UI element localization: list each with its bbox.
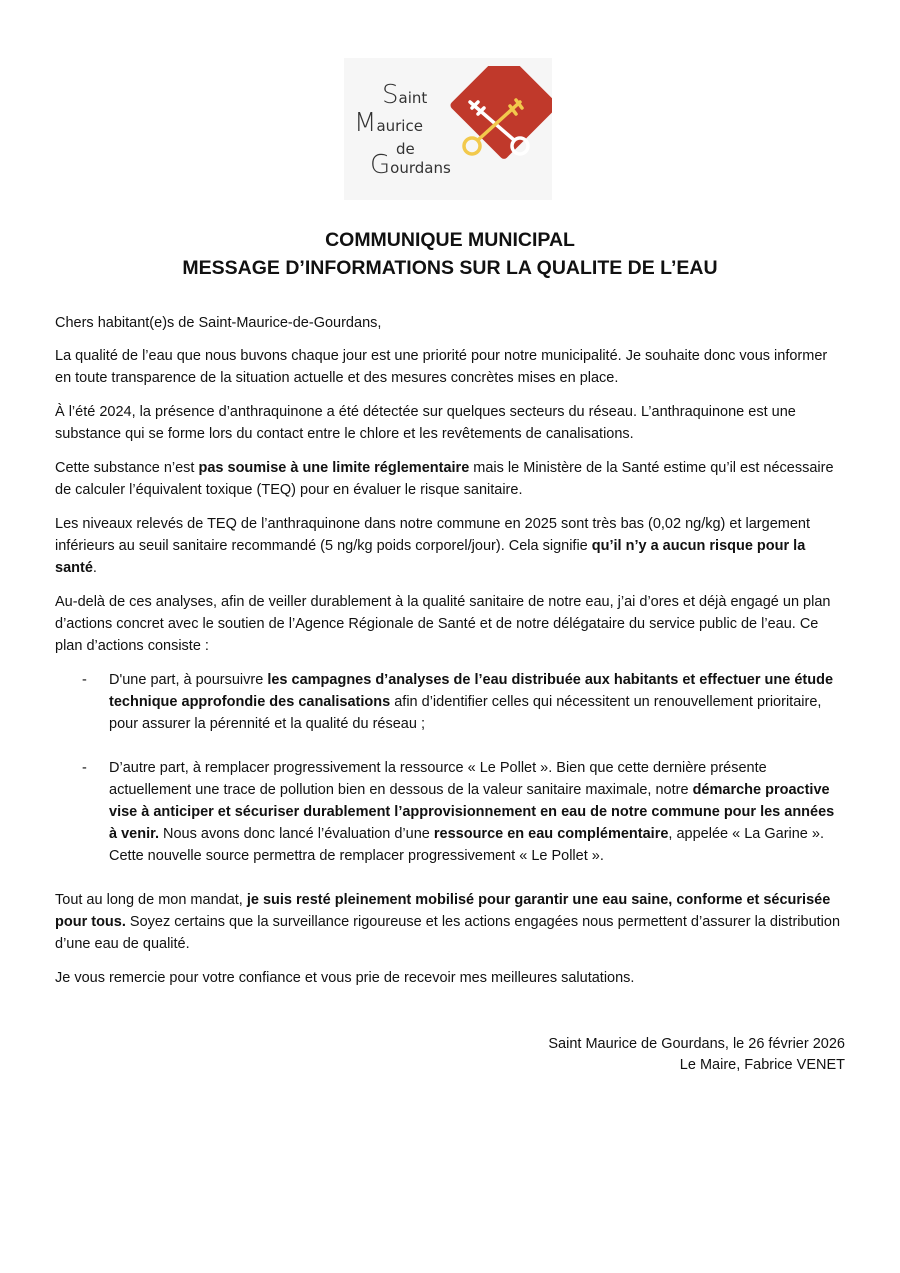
signature-name: Le Maire, Fabrice VENET: [679, 1057, 845, 1073]
paragraph-priority: La qualité de l’eau que nous buvons chaque jour est une priorité pour notre municipalité. Je souhaite donc vous informer en toute transparence de la situation actuelle et des mesures concrètes mises en place.: [55, 348, 828, 386]
list-item: - D’autre part, à remplacer progressivement la ressource « Le Pollet ». Bien que cette dernière présente actuellement une trace de pollution bien en dessous de la valeur sanitaire maximale, notre démarche proactive vise à anticiper et sécuriser durablement l’approvisionnement en eau de notre commune pour les années à venir. Nous avons donc lancé l’évaluation d’une ressource en eau complémentaire, appelée « La Garine ». Cette nouvelle source permettra de remplacer progressivement « Le Pollet ».: [55, 757, 845, 867]
logo-word-saint: Saint: [382, 80, 428, 110]
title-line-1: COMMUNIQUE MUNICIPAL: [325, 229, 575, 251]
paragraph-mandate: Tout au long de mon mandat, je suis resté pleinement mobilisé pour garantir une eau saine, conforme et sécurisée pour tous. Soyez certains que la surveillance rigoureuse et les actions engagées nous permettent d’assurer la distribution d’une eau de qualité.: [55, 892, 841, 952]
logo-word-gourdans: Gourdans: [370, 150, 451, 180]
title-line-2: MESSAGE D’INFORMATIONS SUR LA QUALITE DE L’EAU: [182, 257, 718, 279]
document-title-block: [0, 226, 900, 282]
logo-word-maurice: Maurice: [354, 108, 423, 138]
paragraph-thanks: Je vous remercie pour votre confiance et vous prie de recevoir mes meilleures salutations.: [55, 970, 635, 986]
signature-block: [548, 1034, 845, 1076]
list-item: - D'une part, à poursuivre les campagnes d’analyses de l’eau distribuée aux habitants et effectuer une étude technique approfondie des canalisations afin d’identifier celles qui nécessitent un renouvellement prioritaire, pour assurer la pérennité et la qualité du réseau ;: [55, 669, 845, 735]
signature-place-date: Saint Maurice de Gourdans, le 26 février 2026: [548, 1036, 845, 1052]
letter-body: [55, 312, 845, 1001]
paragraph-levels: Les niveaux relevés de TEQ de l’anthraquinone dans notre commune en 2025 sont très bas (0,02 ng/kg) et largement inférieurs au seuil sanitaire recommandé (5 ng/kg poids corporel/jour). Cela signifie qu’il n’y a aucun risque pour la santé.: [55, 516, 810, 576]
list-dash: -: [82, 760, 87, 776]
logo-word-de: de: [396, 140, 415, 158]
paragraph-detection: À l’été 2024, la présence d’anthraquinone a été détectée sur quelques secteurs du réseau. L’anthraquinone est une substance qui se forme lors du contact entre le chlore et les revêtements de canalisations.: [55, 404, 796, 442]
municipal-logo: [344, 58, 552, 200]
crossed-keys-diamond-icon: [442, 66, 552, 178]
paragraph-action-plan: Au-delà de ces analyses, afin de veiller durablement à la qualité sanitaire de notre eau, j’ai d’ores et déjà engagé un plan d’actions concret avec le soutien de l’Agence Régionale de Santé et de notre délégataire du service public de l’eau. Ce plan d’actions consiste :: [55, 594, 831, 654]
greeting: Chers habitant(e)s de Saint-Maurice-de-Gourdans,: [55, 315, 382, 331]
action-list: [55, 669, 845, 867]
list-dash: -: [82, 672, 87, 688]
paragraph-regulation: Cette substance n’est pas soumise à une limite réglementaire mais le Ministère de la Santé estime qu’il est nécessaire de calculer l’équivalent toxique (TEQ) pour en évaluer le risque sanitaire.: [55, 460, 834, 498]
